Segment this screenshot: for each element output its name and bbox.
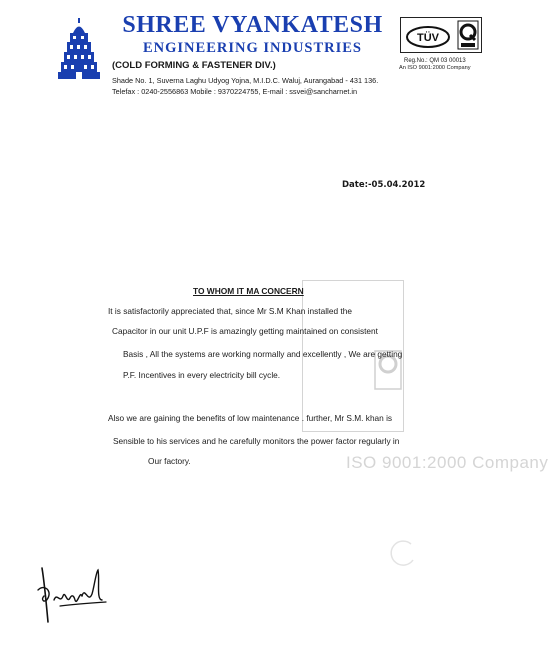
iso-certification: An ISO 9001:2000 Company bbox=[399, 65, 471, 71]
faint-stamp-text: ISO 9001:2000 Company bbox=[346, 453, 548, 472]
body-line: It is satisfactorily appreciated that, since Mr S.M Khan installed the bbox=[108, 306, 352, 316]
company-name: SHREE VYANKATESH bbox=[122, 12, 383, 38]
registration-number: Reg.No.: QM 03 00013 bbox=[404, 58, 466, 64]
body-line: P.F. Incentives in every electricity bill cycle. bbox=[123, 370, 281, 380]
body-line: Capacitor in our unit U.P.F is amazingly getting maintained on consistent bbox=[112, 326, 378, 336]
body-line: Also we are gaining the benefits of low maintenance . further, Mr S.M. khan is bbox=[108, 413, 393, 423]
address-line: Shade No. 1, Suverna Laghu Udyog Yojna, M.I.D.C. Waluj, Aurangabad - 431 136. bbox=[112, 76, 379, 85]
quality-mark-icon bbox=[457, 20, 479, 50]
faint-circle-mark-icon bbox=[386, 540, 416, 570]
body-line: Our factory. bbox=[148, 456, 191, 466]
company-subtitle: ENGINEERING INDUSTRIES bbox=[142, 40, 362, 56]
contact-line: Telefax : 0240-2556863 Mobile : 9370224755, E-mail : ssvei@sancharnet.in bbox=[112, 87, 358, 96]
svg-text:TÜV: TÜV bbox=[417, 32, 439, 44]
letter-subject: TO WHOM IT MA CONCERN bbox=[193, 286, 304, 296]
letter-date: Date:-05.04.2012 bbox=[342, 180, 426, 190]
tuv-logo-icon bbox=[403, 18, 453, 52]
body-line: Sensible to his services and he carefully monitors the power factor regularly in bbox=[113, 436, 400, 446]
signature-icon bbox=[30, 560, 115, 630]
temple-logo-icon bbox=[54, 18, 104, 80]
certification-box bbox=[400, 17, 482, 53]
body-line: Basis , All the systems are working normally and excellently , We are getting bbox=[123, 349, 403, 359]
company-division: (COLD FORMING & FASTENER DIV.) bbox=[112, 60, 276, 71]
